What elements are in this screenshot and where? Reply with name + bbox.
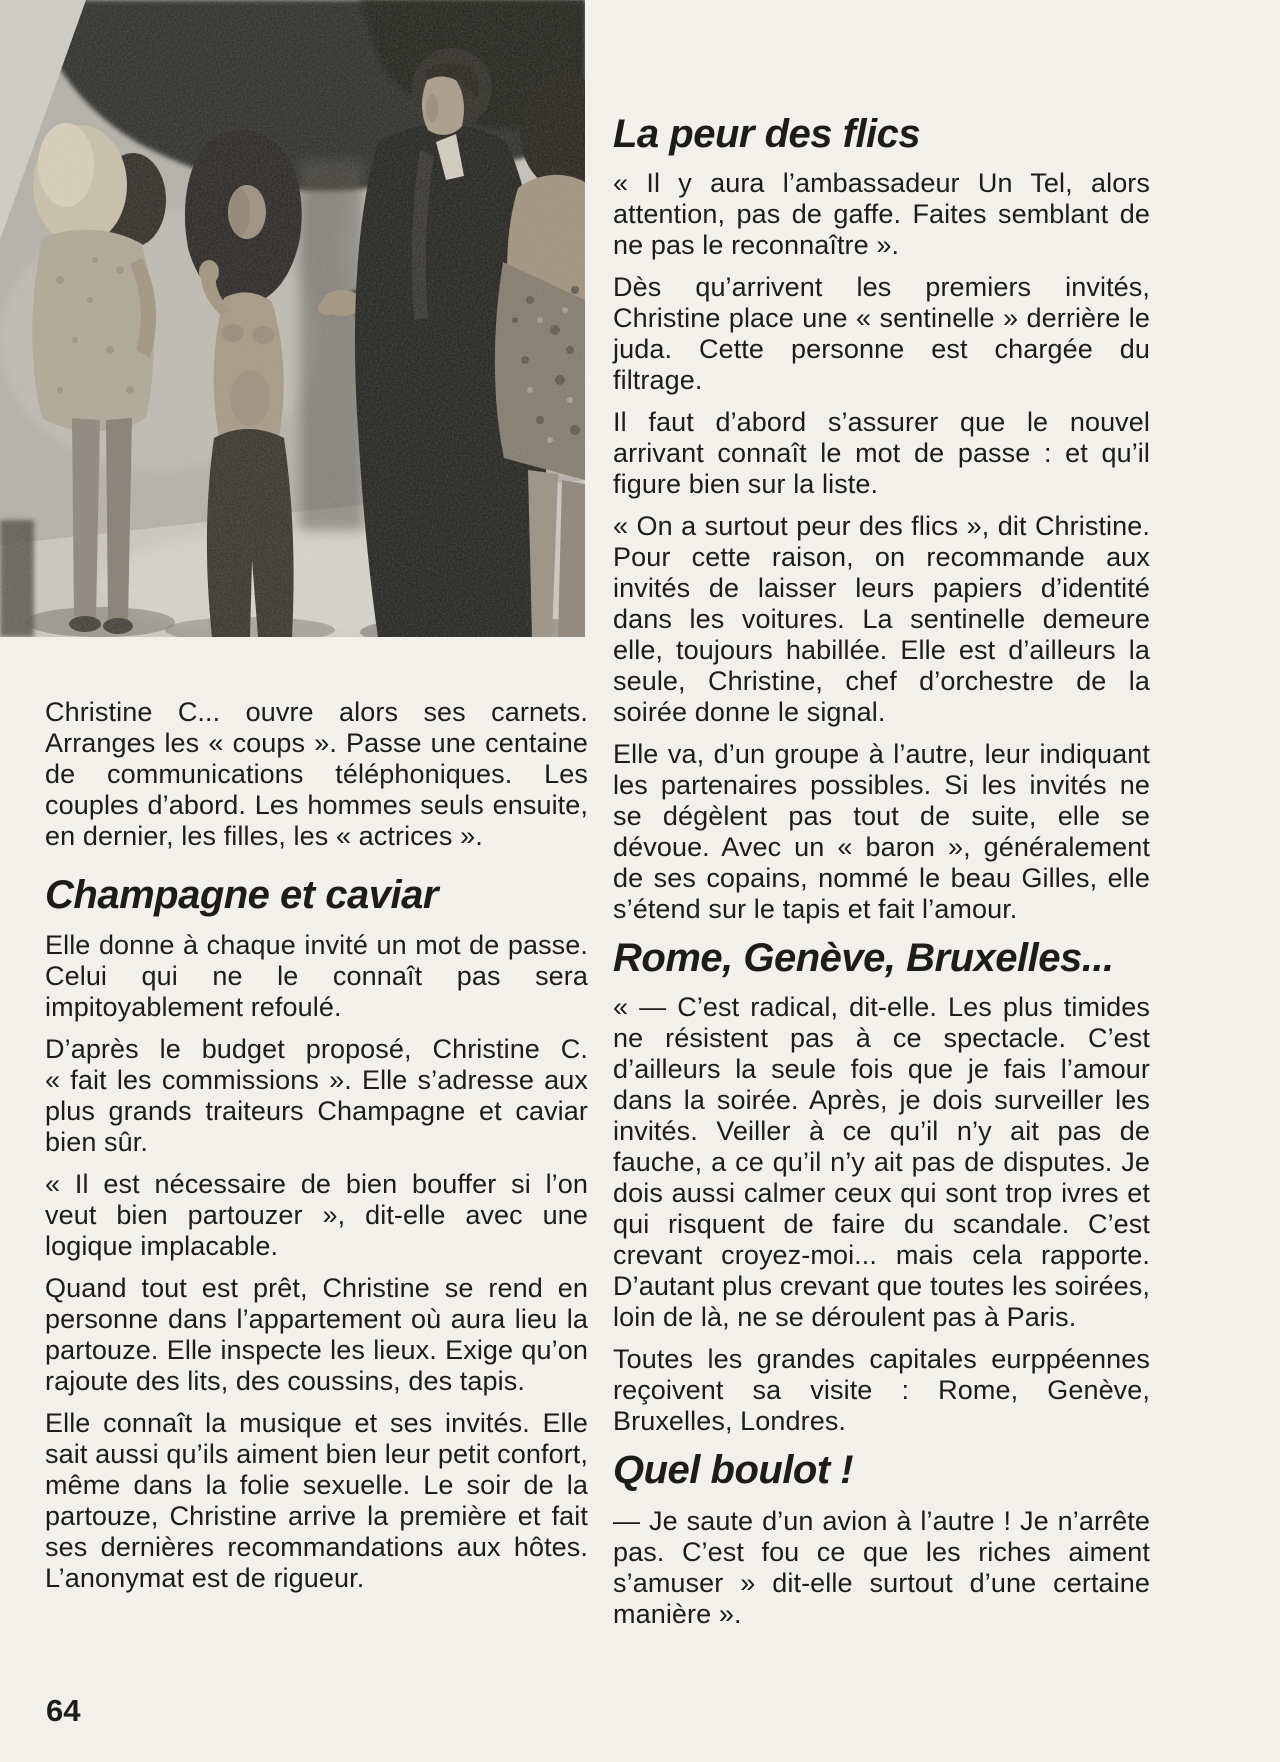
left-column bbox=[45, 697, 588, 1605]
section-heading-flics: La peur des flics bbox=[613, 112, 921, 156]
paragraph: « Il y aura l’ambassadeur Un Tel, alors attention, pas de gaffe. Faites semblant de ne pas le reconnaître ». bbox=[613, 168, 1150, 260]
page-number: 64 bbox=[46, 1693, 81, 1728]
section-heading-champagne: Champagne et caviar bbox=[45, 873, 438, 917]
paragraph: Quand tout est prêt, Christine se rend en personne dans l’appartement où aura lieu la partouze. Elle inspecte les lieux. Exige qu’on rajoute des lits, des coussins, des tapis. bbox=[45, 1273, 588, 1396]
paragraph: Dès qu’arrivent les premiers invités, Christine place une « sentinelle » derrière le juda. Cette personne est chargée du filtrage. bbox=[613, 272, 1150, 395]
paragraph: Elle connaît la musique et ses invités. Elle sait aussi qu’ils aiment bien leur petit confort, même dans la folie sexuelle. Le soir de la partouze, Christine arrive la première et fait ses dernières recommandations aux hôtes. L’anonymat est de rigueur. bbox=[45, 1408, 588, 1593]
paragraph: « On a surtout peur des flics », dit Christine. Pour cette raison, on recommande aux invités de laisser leurs papiers d’identité dans les voitures. La sentinelle demeure elle, toujours habillée. Elle est d’ailleurs la seule, Christine, chef d’orchestre de la soirée donne le signal. bbox=[613, 511, 1150, 727]
section-heading-rome: Rome, Genève, Bruxelles... bbox=[613, 936, 1114, 980]
section-heading-boulot: Quel boulot ! bbox=[613, 1448, 854, 1492]
paragraph: Christine C... ouvre alors ses carnets. Arranges les « coups ». Passe une centaine de communications téléphoniques. Les couples d’abord. Les hommes seuls ensuite, en dernier, les filles, les « actrices ». bbox=[45, 697, 588, 851]
paragraph: Elle va, d’un groupe à l’autre, leur indiquant les partenaires possibles. Si les invités ne se dégèlent pas tout de suite, elle se dévoue. Avec un « baron », généralement de ses copains, nommé le beau Gilles, elle s’étend sur le tapis et fait l’amour. bbox=[613, 739, 1150, 924]
paragraph: — Je saute d’un avion à l’autre ! Je n’arrête pas. C’est fou ce que les riches aiment s’amuser » dit-elle surtout d’une certaine manière ». bbox=[613, 1506, 1150, 1629]
paragraph: Il faut d’abord s’assurer que le nouvel arrivant connaît le mot de passe : et qu’il figure bien sur la liste. bbox=[613, 407, 1150, 499]
paragraph: Toutes les grandes capitales eurppéennes reçoivent sa visite : Rome, Genève, Bruxelles, Londres. bbox=[613, 1344, 1150, 1436]
paragraph: « — C’est radical, dit-elle. Les plus timides ne résistent pas à ce spectacle. C’est d’ailleurs la seule fois que je fais l’amour dans la soirée. Après, je dois surveiller les invités. Veiller à ce qu’il n’y ait pas de fauche, a ce qu’il n’y ait pas de disputes. Je dois aussi calmer ceux qui sont trop ivres et qui risquent de faire du scandale. C’est crevant croyez-moi... mais cela rapporte. D’autant plus crevant que toutes les soirées, loin de là, ne se déroulent pas à Paris. bbox=[613, 992, 1150, 1332]
paragraph: D’après le budget proposé, Christine C. « fait les commissions ». Elle s’adresse aux plus grands traiteurs Champagne et caviar bien sûr. bbox=[45, 1034, 588, 1157]
party-photo bbox=[0, 0, 585, 637]
party-photo-illustration bbox=[0, 0, 585, 637]
paragraph: « Il est nécessaire de bien bouffer si l’on veut bien partouzer », dit-elle avec une logique implacable. bbox=[45, 1169, 588, 1261]
photo-grain-overlay bbox=[0, 0, 585, 637]
paragraph: Elle donne à chaque invité un mot de passe. Celui qui ne le connaît pas sera impitoyablement refoulé. bbox=[45, 930, 588, 1022]
right-column bbox=[613, 112, 1150, 1641]
